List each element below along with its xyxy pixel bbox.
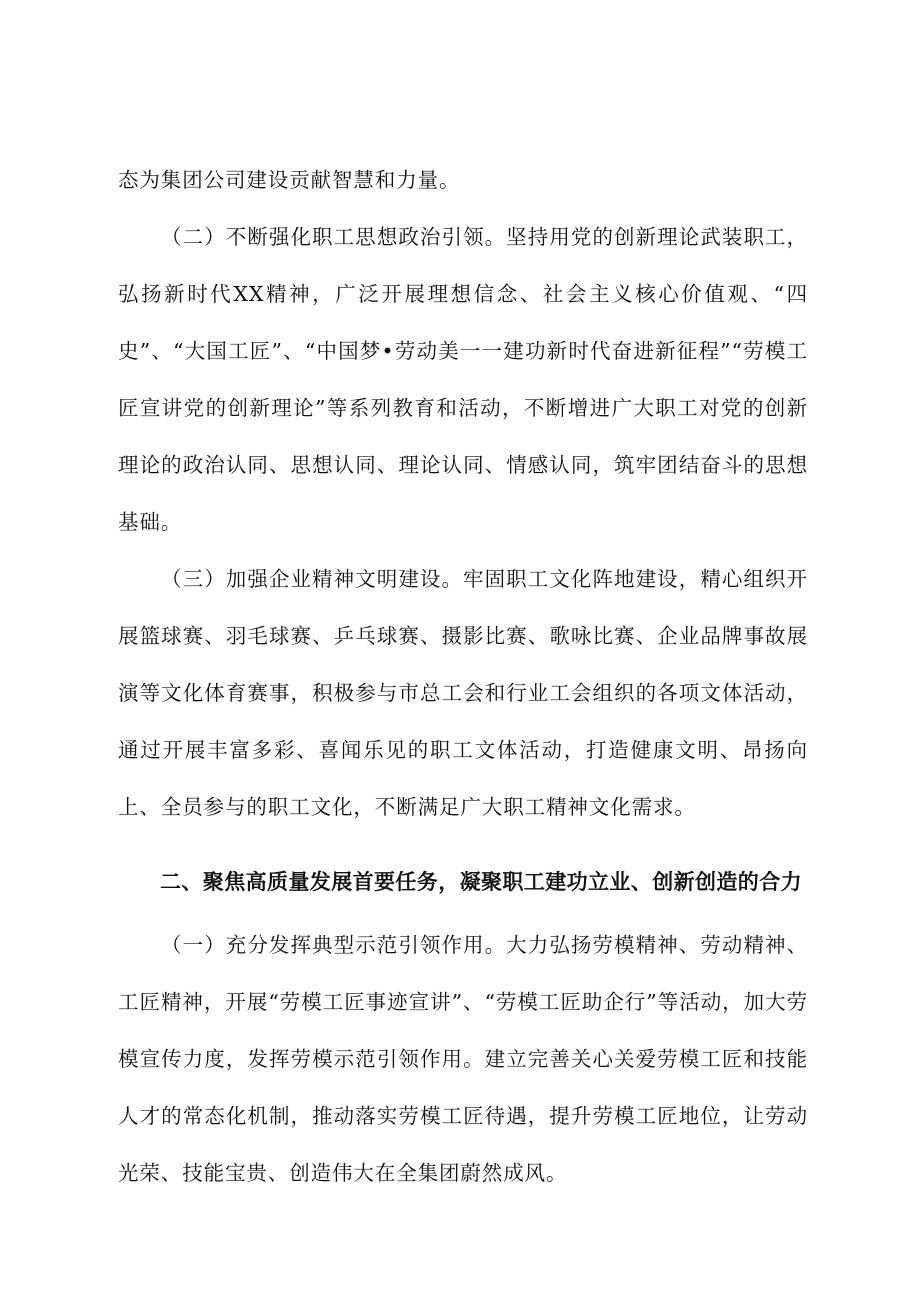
document-page (118, 152, 808, 1202)
section-heading-two: 二、聚焦高质量发展首要任务，凝聚职工建功立业、创新创造的合力 (160, 870, 802, 894)
paragraph-spiritual-civilization: （三）加强企业精神文明建设。牢固职工文化阵地建设，精心组织开展篮球赛、羽毛球赛、乒乓球赛、摄影比赛、歌咏比赛、企业品牌事故展演等文化体育赛事，积极参与市总工会和行业工会组织的各项文体活动，通过开展丰富多彩、喜闻乐见的职工文体活动，打造健康文明、昂扬向上、全员参与的职工文化，不断满足广大职工精神文化需求。 (118, 567, 808, 819)
paragraph-continuation: 态为集团公司建设贡献智慧和力量。 (118, 168, 461, 192)
paragraph-ideological-guidance: （二）不断强化职工思想政治引领。坚持用党的创新理论武装职工，弘扬新时代XX精神，广泛开展理想信念、社会主义核心价值观、“四史”、“大国工匠”、“中国梦•劳动美一一建功新时代奋进新征程”“劳模工匠宣讲党的创新理论”等系列教育和活动，不断增进广大职工对党的创新理论的政治认同、思想认同、理论认同、情感认同，筑牢团结奋斗的思想基础。 (118, 225, 808, 534)
paragraph-model-leadership: （一）充分发挥典型示范引领作用。大力弘扬劳模精神、劳动精神、工匠精神，开展“劳模工匠事迹宣讲”、“劳模工匠助企行”等活动，加大劳模宣传力度，发挥劳模示范引领作用。建立完善关心关爱劳模工匠和技能人才的常态化机制，推动落实劳模工匠待遇，提升劳模工匠地位，让劳动光荣、技能宝贵、创造伟大在全集团蔚然成风。 (118, 933, 808, 1185)
